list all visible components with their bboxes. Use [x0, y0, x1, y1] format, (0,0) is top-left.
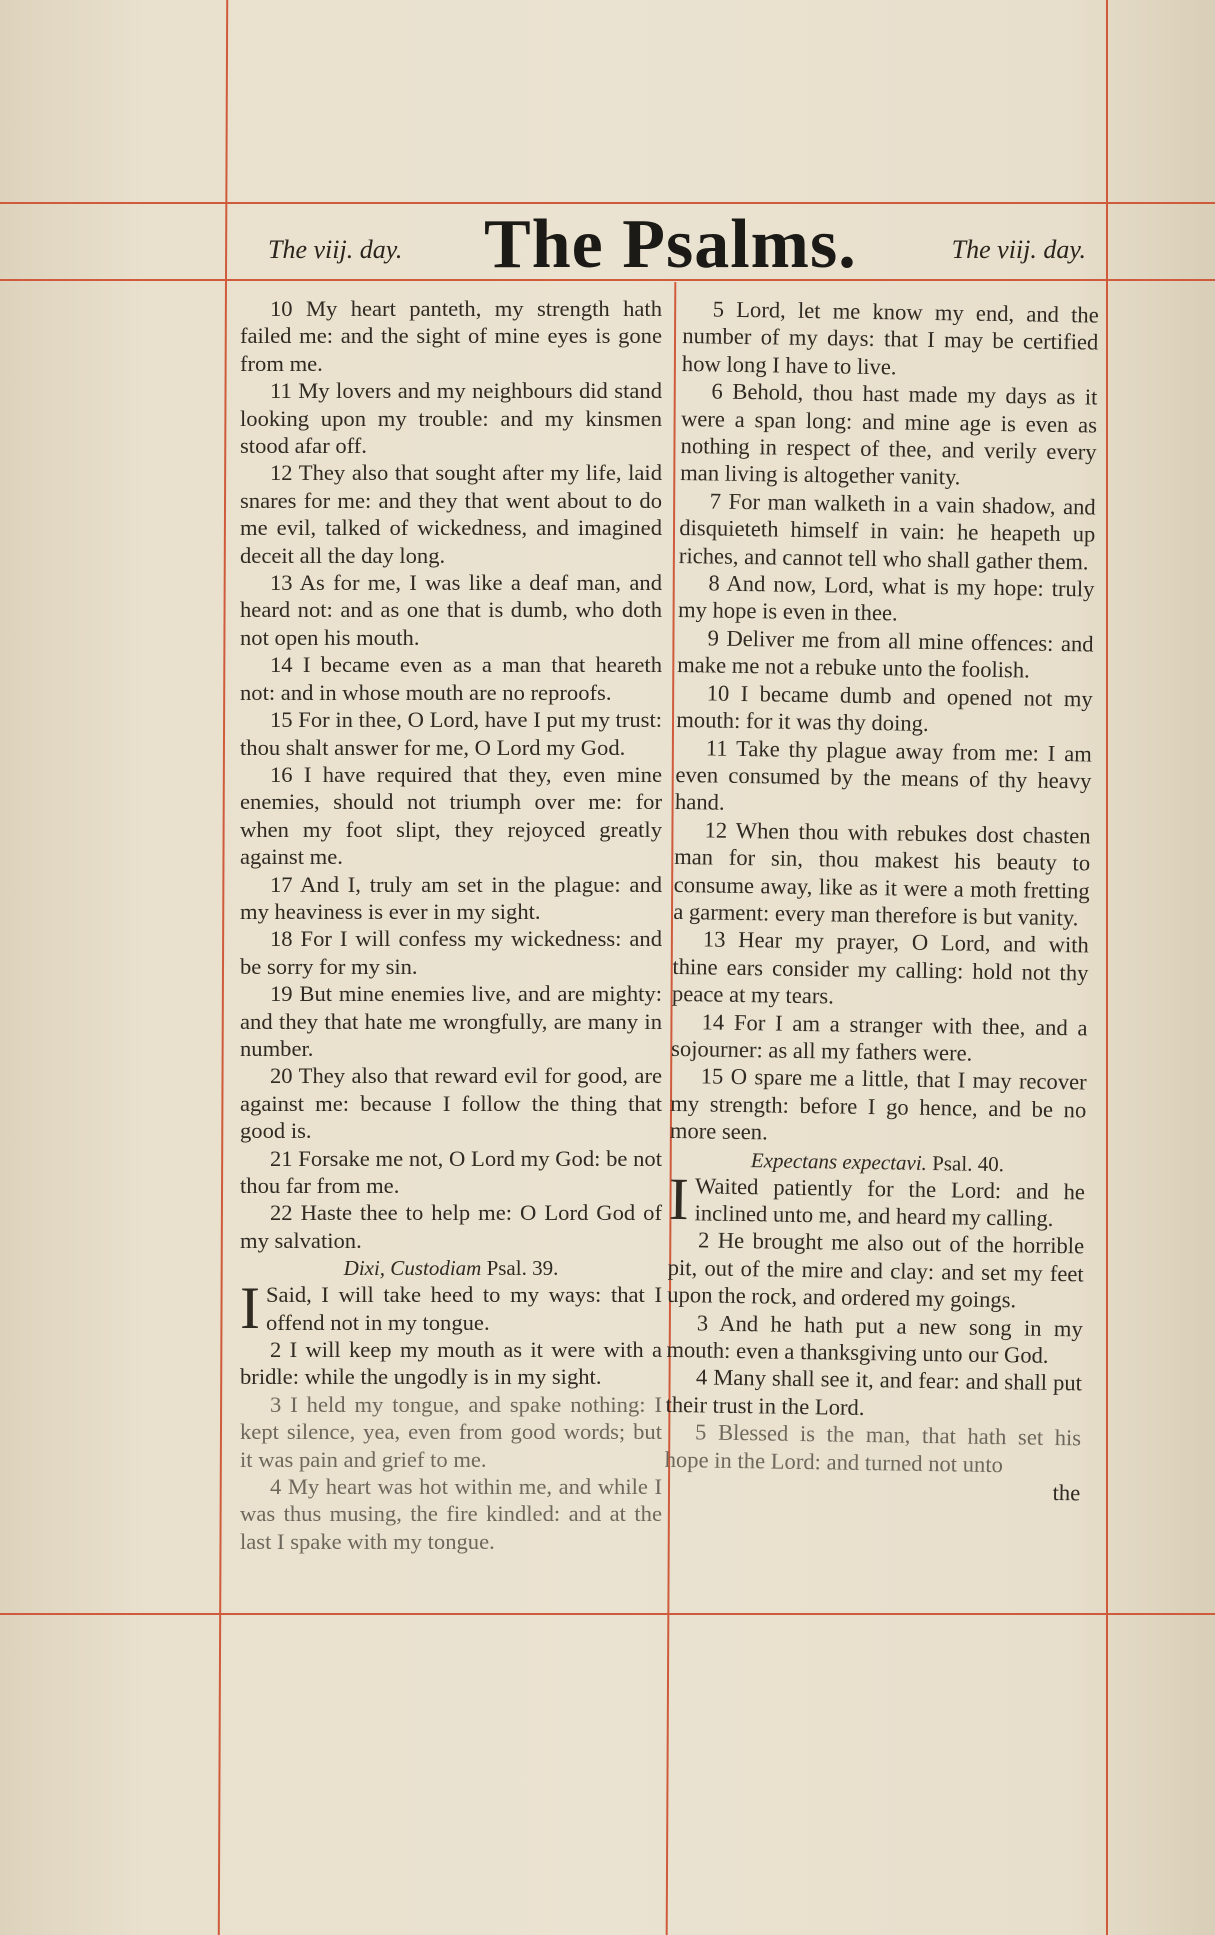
- first-verse-text: Said, I will take heed to my ways: that I offend not in my tongue.: [265, 1282, 662, 1335]
- psalm-39-first-verse: [240, 1275, 662, 1342]
- verse: 4 My heart was hot within me, and while I was thus musing, the fire kindled: and at the last I spake with my tongue.: [240, 1474, 662, 1554]
- verse: 14 I became even as a man that heareth not: and in whose mouth are no reproofs.: [240, 652, 662, 705]
- first-verse-text: Waited patiently for the Lord: and he inclined unto me, and heard my calling.: [694, 1172, 1086, 1231]
- verse: 18 For I will confess my wickedness: and be sorry for my sin.: [240, 926, 662, 979]
- psalm-40-label: Psal. 40.: [931, 1150, 1005, 1176]
- verse: 5 Lord, let me know my end, and the number of my days: that I may be certified how long I have to live.: [681, 296, 1099, 380]
- verse: 20 They also that reward evil for good, are against me: because I follow the thing that good is.: [240, 1063, 662, 1144]
- verse: 10 I became dumb and opened not my mouth: for it was thy doing.: [676, 680, 1093, 737]
- red-rule-top: [0, 202, 1215, 204]
- verse: 13 As for me, I was like a deaf man, and heard not: and as one that is dumb, who doth not open his mouth.: [240, 570, 662, 650]
- verse: 17 And I, truly am set in the plague: and my heaviness is ever in my sight.: [240, 871, 662, 924]
- verse: 3 I held my tongue, and spake nothing: I kept silence, yea, even from good words; but it was pain and grief to me.: [240, 1391, 662, 1472]
- verse: 7 For man walketh in a vain shadow, and disquieteth himself in vain: he heapeth up riches, and cannot tell who shall gather them.: [678, 488, 1096, 575]
- verse: 6 Behold, thou hast made my days as it were a span long: and mine age is even as nothing in respect of thee, and verily every man living is altogether vanity.: [680, 378, 1098, 490]
- verse: 16 I have required that they, even mine enemies, should not triumph over me: for when my foot slipt, they rejoyced greatly against me.: [240, 761, 662, 870]
- verse: 5 Blessed is the man, that hath set his hope in the Lord: and turned not unto: [664, 1419, 1082, 1477]
- psalm-39-incipit: Dixi, Custodiam: [343, 1256, 482, 1281]
- red-rule-right: [1106, 0, 1108, 1935]
- running-head-left: The viij. day.: [268, 235, 403, 264]
- verse: 15 For in thee, O Lord, have I put my trust: thou shalt answer for me, O Lord my God.: [240, 707, 662, 760]
- verse: 15 O spare me a little, that I may recover my strength: before I go hence, and be no more seen.: [669, 1063, 1087, 1145]
- verse: 13 Hear my prayer, O Lord, and with thine ears consider my calling: hold not thy peace at my tears.: [671, 926, 1090, 1009]
- verse: 2 I will keep my mouth as it were with a bridle: while the ungodly is in my sight.: [240, 1337, 662, 1390]
- verse: 9 Deliver me from all mine offences: and make me not a rebuke unto the foolish.: [676, 625, 1094, 683]
- verse: 10 My heart panteth, my strength hath failed me: and the sight of mine eyes is gone from me.: [240, 296, 662, 376]
- verse: 14 For I am a stranger with thee, and a sojourner: as all my fathers were.: [670, 1008, 1088, 1066]
- verse: 2 He brought me also out of the horrible pit, out of the mire and clay: and set my feet upon the rock, and ordered my goings.: [667, 1227, 1085, 1313]
- verse: 8 And now, Lord, what is my hope: truly my hope is even in thee.: [677, 570, 1095, 626]
- verse: 11 Take thy plague away from me: I am even consumed by the means of thy heavy hand.: [674, 734, 1093, 816]
- drop-cap: I: [240, 1275, 260, 1342]
- red-rule-bottom: [0, 1613, 1215, 1615]
- verse: 11 My lovers and my neighbours did stand looking upon my trouble: and my kinsmen stood afar off.: [240, 378, 662, 459]
- psalm-40-incipit: Expectans expectavi.: [750, 1147, 928, 1175]
- verse: 19 But mine enemies live, and are mighty: and they that hate me wrongfully, are many in number.: [240, 981, 662, 1061]
- left-column: [240, 295, 662, 1555]
- right-column: [664, 295, 1099, 1507]
- catchword: the: [1052, 1480, 1081, 1506]
- verse: 21 Forsake me not, O Lord my God: be not thou far from me.: [240, 1145, 662, 1198]
- page-title: The Psalms.: [484, 206, 857, 283]
- verse: 12 When thou with rebukes dost chasten man for sin, thou makest his beauty to consume away, like as it were a moth fretting a garment: every man therefore is but vanity.: [673, 817, 1091, 931]
- verse: 12 They also that sought after my life, laid snares for me: and they that went about to do me evil, talked of wickedness, and imagined deceit all the day long.: [240, 460, 662, 568]
- psalm-40-first-verse: [668, 1165, 1086, 1232]
- verse: 4 Many shall see it, and fear: and shall put their trust in the Lord.: [665, 1364, 1083, 1420]
- page-header: [224, 205, 1106, 283]
- running-head-right: The viij. day.: [951, 235, 1086, 264]
- verse: 3 And he hath put a new song in my mouth: even a thanksgiving unto our God.: [666, 1309, 1084, 1368]
- psalm-39-label: Psal. 39.: [486, 1256, 559, 1281]
- red-rule-left: [218, 0, 228, 1935]
- psalm-39-heading: [240, 1256, 662, 1281]
- verse: 22 Haste thee to help me: O Lord God of my salvation.: [240, 1200, 662, 1253]
- drop-cap: I: [668, 1165, 690, 1232]
